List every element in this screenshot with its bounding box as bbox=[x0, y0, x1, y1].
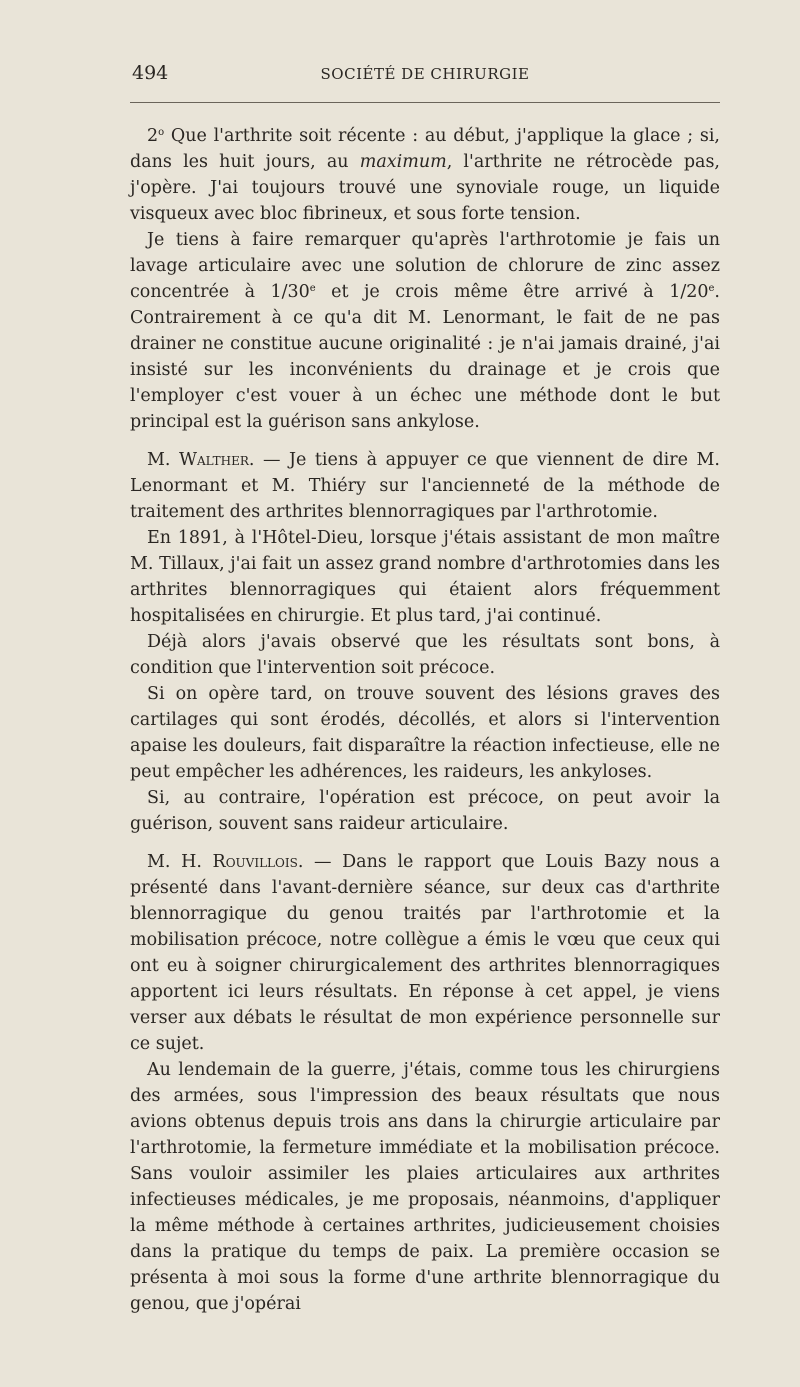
body-text bbox=[130, 123, 720, 1317]
running-title: SOCIÉTÉ DE CHIRURGIE bbox=[320, 65, 530, 83]
paragraph: Au lendemain de la guerre, j'étais, comme tous les chirurgiens des armées, sous l'impression des beaux résultats que nous avions obtenus depuis trois ans dans la chirurgie articulaire par l'arthrotomie, la fermeture immédiate et la mobilisation précoce. Sans vouloir assimiler les plaies articulaires aux arthrites infectieuses médicales, je me proposais, néanmoins, d'appliquer la même méthode à certaines arthrites, judicieusement choisies dans la pratique du temps de paix. La première occasion se présenta à moi sous la forme d'une arthrite blennorragique du genou, que j'opérai bbox=[130, 1060, 720, 1314]
paragraph: Je tiens à faire remarquer qu'après l'arthrotomie je fais un lavage articulaire avec une solution de chlorure de zinc assez concentrée à 1/30e et je crois même être arrivé à 1/20e. Contrairement à ce qu'a dit M. Lenormant, le fait de ne pas drainer ne constitue aucune originalité : je n'ai jamais drainé, j'ai insisté sur les inconvénients du drainage et je crois que l'employer c'est vouer à un échec une méthode dont le but principal est la guérison sans ankylose. bbox=[130, 230, 720, 432]
speaker-name: Rouvillois bbox=[212, 852, 298, 872]
header-rule bbox=[130, 102, 720, 103]
paragraph: M. Walther. — Je tiens à appuyer ce que viennent de dire M. Lenormant et M. Thiéry sur l'ancienneté de la méthode de traitement des arthrites blennorragiques par l'arthrotomie. bbox=[130, 450, 720, 522]
page-header bbox=[132, 60, 718, 90]
speaker-name: Walther bbox=[179, 450, 249, 470]
emphasis: maximum bbox=[359, 152, 447, 172]
paragraph: M. H. Rouvillois. — Dans le rapport que Louis Bazy nous a présenté dans l'avant-dernière séance, sur deux cas d'arthrite blennorragique du genou traités par l'arthrotomie et la mobilisation précoce, notre collègue a émis le vœu que ceux qui ont eu à soigner chirurgicalement des arthrites blennorragiques apportent ici leurs résultats. En réponse à cet appel, je viens verser aux débats le résultat de mon expérience personnelle sur ce sujet. bbox=[130, 852, 720, 1054]
paragraph: Si on opère tard, on trouve souvent des lésions graves des cartilages qui sont érodés, décollés, et alors si l'intervention apaise les douleurs, fait disparaître la réaction infectieuse, elle ne peut empêcher les adhérences, les raideurs, les ankyloses. bbox=[130, 684, 720, 782]
paragraph: En 1891, à l'Hôtel-Dieu, lorsque j'étais assistant de mon maître M. Tillaux, j'ai fait un assez grand nombre d'arthrotomies dans les arthrites blennorragiques qui étaient alors fréquemment hospitalisées en chirurgie. Et plus tard, j'ai continué. bbox=[130, 528, 720, 626]
paragraph: Si, au contraire, l'opération est précoce, on peut avoir la guérison, souvent sans raideur articulaire. bbox=[130, 788, 720, 834]
page-number: 494 bbox=[132, 62, 169, 84]
paragraph: Déjà alors j'avais observé que les résultats sont bons, à condition que l'intervention soit précoce. bbox=[130, 632, 720, 678]
paragraph: 2$^o$ Que l'arthrite soit récente : au début, j'applique la glace ; si, dans les huit jours, au maximum, l'arthrite ne rétrocède pas, j'opère. J'ai toujours trouvé une synoviale rouge, un liquide visqueux avec bloc fibrineux, et sous forte tension. bbox=[130, 126, 720, 224]
